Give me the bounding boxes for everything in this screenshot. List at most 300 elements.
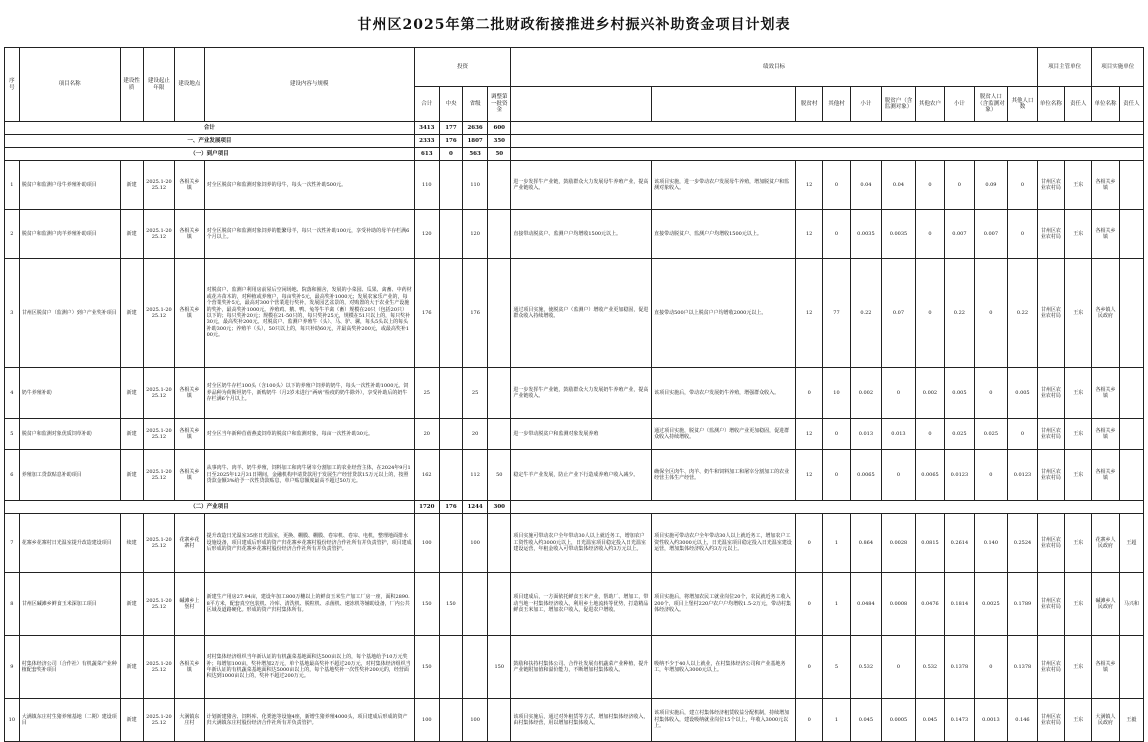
cell-impl-person <box>1119 450 1143 501</box>
cell-nature: 新建 <box>120 573 143 636</box>
cell-manager-unit: 甘州区农业农村局 <box>1037 636 1064 699</box>
cell-impl-unit: 大满镇人民政府 <box>1092 699 1119 742</box>
cell-inv-adjust <box>488 699 511 742</box>
cell-inv-total: 25 <box>414 368 439 419</box>
summary-central: 0 <box>439 148 462 161</box>
cell-poor-village: 12 <box>796 161 823 210</box>
cell-poor-village: 0 <box>796 368 823 419</box>
cell-inv-province <box>463 573 488 636</box>
cell-project-name: 大满镇东庄村生猪养殖基地（二期）建设项目 <box>19 699 120 742</box>
header-seq: 序号 <box>5 48 20 122</box>
cell-location: 碱滩乡上堡村 <box>175 573 204 636</box>
cell-poor-pop: 0 <box>974 368 1008 419</box>
cell-manager-person: 王东 <box>1065 368 1092 419</box>
cell-content: 对脱贫户、监测户利用房前屋后空闲场地、院落和圈舍，发展的小菜园、瓜果、禽畜、中药材或花卉苗木的，对种植或养殖户，每亩奖补5元，最高奖补1000元；发展农家乐产业的，每个营業奖补5元，最高对300个营業进行奖补，发展园艺盆景的，对购置的大于农业生产设施的奖补，最高奖补1000元。养殖鸡、鹅、鸭、兔等牛羊禽（畜）规模在20只（包括20只）以下的；每只奖补20元；规模在21-50只的，每只奖补25元，规模在51只以上的，每只奖补30元，最高奖补200元。对脱贫户、监测户养殖牛（头）、马、驴、骡，每头5头以上的每头补助300元；养殖羊（头），50只以上的，每只补助60元，并最高奖补200元，或最高奖补100元。 <box>204 259 414 368</box>
cell-impl-person <box>1119 419 1143 450</box>
cell-content: 从事肉牛、肉羊、奶牛养殖，饲料加工和肉牛屠宰分割加工的农业经营主体，在2024年9月1日至2025年12月31日期间，金融机构申请贷款用于发展生产经营贷款15万元以上的，按照贷款金额3%给予一次性贷款贴息，单户贴息额度最高不超过50万元。 <box>204 450 414 501</box>
summary-row-industry <box>5 135 1144 148</box>
cell-subtotal1: 0.045 <box>850 699 882 742</box>
document-title: 甘州区2025年第二批财政衔接推进乡村振兴补助资金项目计划表 <box>357 17 791 33</box>
cell-period: 2025.1-2025.12 <box>143 573 175 636</box>
summary-province: 1244 <box>463 501 488 514</box>
cell-poor-household: 0.0005 <box>882 699 916 742</box>
cell-inv-adjust <box>488 161 511 210</box>
cell-goal-short: 项目实施可带动农户全年带动30人以上就近务工，增加农户工资性收入约3000元以上，日光温室项目稳定投入日光温室建设运营，年租金收入可带动集体经济收入约3万元以上。 <box>511 514 652 573</box>
summary-adjust: 50 <box>488 148 511 161</box>
cell-location: 各相关乡镇 <box>175 161 204 210</box>
cell-poor-village: 0 <box>796 573 823 636</box>
cell-inv-province: 110 <box>463 161 488 210</box>
header-poor-pop: 脱贫人口（含监测对象） <box>974 87 1008 122</box>
header-inv-adjust: 调整第一批资金 <box>488 87 511 122</box>
cell-other-village: 0 <box>823 161 850 210</box>
header-person: 责任人 <box>1065 87 1092 122</box>
cell-impl-person: 王毅 <box>1119 699 1143 742</box>
header-unit-name2: 单位名称 <box>1092 87 1119 122</box>
header-unit-name: 单位名称 <box>1037 87 1064 122</box>
summary-total: 3413 <box>414 122 439 135</box>
cell-inv-central <box>439 161 462 210</box>
cell-impl-person: 王超 <box>1119 514 1143 573</box>
cell-inv-adjust <box>488 259 511 368</box>
summary-central: 176 <box>439 135 462 148</box>
cell-content: 对全区脱贫户和监测对象饲养的母牛，每头一次性补助500元。 <box>204 161 414 210</box>
cell-poor-village: 12 <box>796 450 823 501</box>
cell-nature: 新建 <box>120 636 143 699</box>
cell-other-household: 0 <box>915 259 944 368</box>
cell-period: 2025.1-2025.12 <box>143 419 175 450</box>
cell-inv-central <box>439 259 462 368</box>
cell-subtotal1: 0.002 <box>850 368 882 419</box>
cell-goal-long: 通过项目实施，脱贫户（监测户）增收产业更加稳固，促进群众收入持续增收。 <box>652 419 796 450</box>
cell-poor-pop: 0.0013 <box>974 699 1008 742</box>
cell-seq: 10 <box>5 699 20 742</box>
cell-manager-unit: 甘州区农业农村局 <box>1037 210 1064 259</box>
cell-subtotal1: 0.532 <box>850 636 882 699</box>
cell-subtotal2: 0 <box>945 161 974 210</box>
cell-impl-person <box>1119 368 1143 419</box>
cell-other-household: 0 <box>915 161 944 210</box>
summary-label: 一、产业发展项目 <box>5 135 415 148</box>
cell-nature: 新建 <box>120 419 143 450</box>
cell-goal-short: 进一步带动脱贫户和监测对象发展养殖 <box>511 419 652 450</box>
header-goal2 <box>652 87 796 122</box>
cell-manager-unit: 甘州区农业农村局 <box>1037 514 1064 573</box>
cell-goal-short: 项目建成后，一方面依托鲜食玉米产业，帮助厂、增加工，带动当地一村集体经济收入，利用乡土地流转等优势，打造精品鲜食玉米加工，增加农户收入，促进农户增收。 <box>511 573 652 636</box>
cell-goal-long: 确保全区肉牛、肉羊、奶牛和饲料加工和屠宰分割加工的农业经营主体生产经营。 <box>652 450 796 501</box>
cell-other-household: 0.002 <box>915 368 944 419</box>
header-inv-province: 省级 <box>463 87 488 122</box>
cell-manager-person: 王东 <box>1065 450 1092 501</box>
summary-central: 177 <box>439 122 462 135</box>
cell-inv-province: 25 <box>463 368 488 419</box>
cell-poor-village: 12 <box>796 259 823 368</box>
summary-central: 176 <box>439 501 462 514</box>
header-nature: 建设性质 <box>120 48 143 122</box>
summary-total: 1720 <box>414 501 439 514</box>
cell-period: 2025.1-2025.12 <box>143 514 175 573</box>
cell-inv-total: 162 <box>414 450 439 501</box>
cell-subtotal1: 0.04 <box>850 161 882 210</box>
cell-subtotal1: 0.013 <box>850 419 882 450</box>
cell-other-household: 0.0815 <box>915 514 944 573</box>
cell-inv-province: 120 <box>463 210 488 259</box>
cell-other-pop: 0 <box>1008 161 1038 210</box>
summary-total: 2333 <box>414 135 439 148</box>
cell-inv-total: 120 <box>414 210 439 259</box>
cell-manager-person: 王东 <box>1065 636 1092 699</box>
cell-inv-central <box>439 450 462 501</box>
header-location: 建设地点 <box>175 48 204 122</box>
table-row <box>5 699 1144 742</box>
cell-poor-pop: 0 <box>974 636 1008 699</box>
table-row <box>5 636 1144 699</box>
cell-goal-long: 直接带动脱贫户、监测户户均增收1500元以上。 <box>652 210 796 259</box>
cell-nature: 新建 <box>120 161 143 210</box>
cell-inv-central <box>439 210 462 259</box>
header-other-pop: 其他人口数 <box>1008 87 1038 122</box>
cell-seq: 8 <box>5 573 20 636</box>
cell-subtotal1: 0.0065 <box>850 450 882 501</box>
header-other-village: 其他村 <box>823 87 850 122</box>
cell-inv-adjust: 50 <box>488 450 511 501</box>
cell-other-household: 0.532 <box>915 636 944 699</box>
table-row <box>5 419 1144 450</box>
cell-manager-person: 王东 <box>1065 514 1092 573</box>
cell-manager-unit: 甘州区农业农村局 <box>1037 368 1064 419</box>
cell-nature: 新建 <box>120 450 143 501</box>
summary-adjust: 300 <box>488 501 511 514</box>
cell-impl-unit: 各相关乡镇 <box>1092 161 1119 210</box>
header-name: 项目名称 <box>19 48 120 122</box>
cell-inv-adjust <box>488 514 511 573</box>
summary-label: （二）产业项目 <box>5 501 415 514</box>
header-person2: 责任人 <box>1119 87 1143 122</box>
cell-poor-village: 12 <box>796 210 823 259</box>
cell-other-household: 0.0476 <box>915 573 944 636</box>
cell-inv-province: 176 <box>463 259 488 368</box>
cell-content: 提升改造日光温室35座日光温室，更换、棚膜、棚膜、卷帘机、卷帘、电机，整理地面排水设施设备，项目建成后形成的资产归花寨乡花寨村股份经济合作社所有并负责管护，项目建成后形成的资产归花寨乡花寨村股份经济合作社所有并负责管护。 <box>204 514 414 573</box>
summary-adjust: 600 <box>488 122 511 135</box>
table-row <box>5 210 1144 259</box>
cell-project-name: 脱贫户和监测户肉羊养殖补助项目 <box>19 210 120 259</box>
cell-other-household: 0 <box>915 419 944 450</box>
cell-other-village: 77 <box>823 259 850 368</box>
cell-subtotal2: 0.005 <box>945 368 974 419</box>
cell-poor-village: 0 <box>796 699 823 742</box>
cell-seq: 7 <box>5 514 20 573</box>
header-inv-central: 中央 <box>439 87 462 122</box>
cell-impl-person <box>1119 210 1143 259</box>
cell-manager-person: 王东 <box>1065 210 1092 259</box>
cell-period: 2025.1-2025.12 <box>143 450 175 501</box>
cell-poor-household: 0.0008 <box>882 573 916 636</box>
cell-impl-unit: 各相关乡镇 <box>1092 419 1119 450</box>
cell-impl-person: 马兴和 <box>1119 573 1143 636</box>
summary-total: 613 <box>414 148 439 161</box>
cell-poor-household: 0.0028 <box>882 514 916 573</box>
cell-content: 对全区脱贫户和监测对象饲养的能繁母羊，每只一次性补助100元，享受补助的母羊存栏满6个月以上。 <box>204 210 414 259</box>
cell-content: 新建生产用房27.94亩，建设年加工800万穗以上的鲜食玉米生产加工厂房一座，面积2890.8平方米，配套真空包装机、冷库、清洗机、脱粒机、杀菌机、速冻机等辅助设备，厂内公共区域及道路硬化。形成的资产归村集体所有。 <box>204 573 414 636</box>
cell-inv-central <box>439 699 462 742</box>
cell-poor-village: 0 <box>796 514 823 573</box>
cell-goal-short: 该项目实施后，通过对外租赁等方式，增加村集体经济收入，由村集体经营，用以增加村集体收入。 <box>511 699 652 742</box>
cell-manager-unit: 甘州区农业农村局 <box>1037 450 1064 501</box>
summary-adjust: 350 <box>488 135 511 148</box>
table-row <box>5 161 1144 210</box>
cell-subtotal1: 0.0484 <box>850 573 882 636</box>
cell-poor-village: 12 <box>796 419 823 450</box>
cell-location: 各相关乡镇 <box>175 210 204 259</box>
cell-poor-pop: 0.140 <box>974 514 1008 573</box>
cell-content: 对村集体经济组织当年新认证的有机蔬菜基地面积达500亩以上的，每个基地给予10万元奖补；每增加100亩，奖补增加2万元，单个基地最高奖补不超过20万元，对村集体经济组织当年新认证的有机蔬菜基地面积达5000亩以上的，每个基地奖补一次性奖补200元的，经营面积达到1000亩以上的，奖补不超过200万元。 <box>204 636 414 699</box>
cell-impl-person <box>1119 259 1143 368</box>
cell-manager-person: 王东 <box>1065 419 1092 450</box>
cell-manager-person: 王东 <box>1065 259 1092 368</box>
cell-subtotal2: 0.2614 <box>945 514 974 573</box>
table-body-sub2 <box>5 501 1144 514</box>
header-inv-total: 合计 <box>414 87 439 122</box>
cell-inv-province: 100 <box>463 699 488 742</box>
cell-goal-short: 进一步发挥牛产业链，鼓励群众大力发展母牛养殖产业，提高产业链收入。 <box>511 161 652 210</box>
table-row <box>5 259 1144 368</box>
cell-other-pop: 0.0123 <box>1008 450 1038 501</box>
header-perf: 绩效目标 <box>511 48 1037 87</box>
cell-location: 各相关乡镇 <box>175 368 204 419</box>
cell-poor-pop: 0.007 <box>974 210 1008 259</box>
cell-poor-household: 0 <box>882 450 916 501</box>
cell-subtotal2: 0.22 <box>945 259 974 368</box>
cell-subtotal2: 0.1378 <box>945 636 974 699</box>
cell-seq: 9 <box>5 636 20 699</box>
header-goal1 <box>511 87 652 122</box>
cell-inv-total: 176 <box>414 259 439 368</box>
cell-seq: 2 <box>5 210 20 259</box>
cell-inv-adjust <box>488 419 511 450</box>
cell-subtotal2: 0.007 <box>945 210 974 259</box>
cell-subtotal2: 0.025 <box>945 419 974 450</box>
cell-nature: 新建 <box>120 259 143 368</box>
summary-label: （一）到户项目 <box>5 148 415 161</box>
header-subtotal2: 小计 <box>945 87 974 122</box>
cell-project-name: 甘州区碱滩乡鲜食玉米深加工项目 <box>19 573 120 636</box>
cell-poor-pop: 0.0025 <box>974 573 1008 636</box>
cell-inv-central <box>439 636 462 699</box>
cell-location: 各相关乡镇 <box>175 419 204 450</box>
summary-row-total <box>5 122 1144 135</box>
cell-manager-unit: 甘州区农业农村局 <box>1037 419 1064 450</box>
cell-manager-unit: 甘州区农业农村局 <box>1037 699 1064 742</box>
cell-goal-long: 该项目实施，进一步带动农户发展母牛养殖，增加脱贫户和监测对象收入。 <box>652 161 796 210</box>
cell-subtotal2: 0.1473 <box>945 699 974 742</box>
cell-poor-pop: 0.025 <box>974 419 1008 450</box>
cell-seq: 3 <box>5 259 20 368</box>
cell-period: 2025.1-2025.12 <box>143 636 175 699</box>
cell-goal-long: 直接带动500户以上脱贫户户均增收2000元以上。 <box>652 259 796 368</box>
cell-other-village: 0 <box>823 419 850 450</box>
cell-other-pop: 0 <box>1008 210 1038 259</box>
cell-subtotal1: 0.864 <box>850 514 882 573</box>
cell-goal-long: 项目实施可带动农户全年带动30人以上就近务工，增加农户工资性收入约3000元以上，日光温室项目稳定投入日光温室建设运营，增加集体经济收入约3万元以上。 <box>652 514 796 573</box>
cell-poor-household: 0.013 <box>882 419 916 450</box>
cell-manager-person: 王东 <box>1065 699 1092 742</box>
cell-impl-unit: 各相关乡镇 <box>1092 450 1119 501</box>
cell-project-name: 甘州区脱贫户（监测户）到户产业奖补项目 <box>19 259 120 368</box>
cell-seq: 6 <box>5 450 20 501</box>
cell-inv-province: 20 <box>463 419 488 450</box>
cell-inv-total: 110 <box>414 161 439 210</box>
cell-inv-total: 100 <box>414 514 439 573</box>
cell-other-household: 0.0065 <box>915 450 944 501</box>
summary-row-household <box>5 148 1144 161</box>
project-rows-household <box>5 161 1144 501</box>
cell-manager-person: 王东 <box>1065 573 1092 636</box>
cell-other-pop: 0.146 <box>1008 699 1038 742</box>
cell-impl-unit: 各相关乡镇 <box>1092 210 1119 259</box>
cell-goal-short: 稳定牛羊产业发展，防止产业下行造成养殖户收入减少。 <box>511 450 652 501</box>
header-period: 建设起止年限 <box>143 48 175 122</box>
cell-period: 2025.1-2025.12 <box>143 259 175 368</box>
table-row <box>5 450 1144 501</box>
header-content: 建设内容与规模 <box>204 48 414 122</box>
cell-inv-adjust <box>488 368 511 419</box>
cell-period: 2025.1-2025.12 <box>143 368 175 419</box>
cell-location: 各相关乡镇 <box>175 450 204 501</box>
cell-nature: 新建 <box>120 368 143 419</box>
cell-goal-long: 该项目实施后，带动农户发展奶牛养殖，增强群众收入。 <box>652 368 796 419</box>
table-row <box>5 514 1144 573</box>
cell-inv-adjust <box>488 573 511 636</box>
cell-inv-total: 100 <box>414 699 439 742</box>
header-poor-household: 脱贫户（含监测对象） <box>882 87 916 122</box>
cell-impl-unit: 花寨乡人民政府 <box>1092 514 1119 573</box>
cell-other-pop: 0.005 <box>1008 368 1038 419</box>
cell-inv-province: 100 <box>463 514 488 573</box>
cell-seq: 5 <box>5 419 20 450</box>
cell-other-village: 5 <box>823 636 850 699</box>
cell-poor-household: 0 <box>882 636 916 699</box>
cell-nature: 续建 <box>120 514 143 573</box>
cell-inv-adjust <box>488 210 511 259</box>
summary-province: 2636 <box>463 122 488 135</box>
cell-poor-household: 0.07 <box>882 259 916 368</box>
cell-impl-unit: 碱滩乡人民政府 <box>1092 573 1119 636</box>
cell-manager-unit: 甘州区农业农村局 <box>1037 259 1064 368</box>
table-body <box>5 122 1144 161</box>
cell-other-village: 0 <box>823 450 850 501</box>
cell-seq: 4 <box>5 368 20 419</box>
cell-poor-household: 0.0035 <box>882 210 916 259</box>
cell-poor-household: 0 <box>882 368 916 419</box>
header-implementer: 项目实施单位 <box>1092 48 1144 87</box>
cell-goal-long: 该项目实施后，建立村集体经济租赁收益分配机制，持续增加村集体收入，建设吸纳就业岗位15个以上，年收入3000元以上。 <box>652 699 796 742</box>
cell-manager-person: 王东 <box>1065 161 1092 210</box>
cell-goal-short: 进一步发挥牛产业链，鼓励群众大力发展奶牛养殖产业，提高产业链收入。 <box>511 368 652 419</box>
cell-period: 2025.1-2025.12 <box>143 210 175 259</box>
cell-inv-total: 150 <box>414 573 439 636</box>
cell-goal-short: 鼓励和扶持村集体公司、合作社发展有机蔬菜产业种植，提升产业链附加值和溢价能力，不断增加村集体收入。 <box>511 636 652 699</box>
cell-location: 花寨乡花寨村 <box>175 514 204 573</box>
cell-subtotal1: 0.22 <box>850 259 882 368</box>
cell-goal-long: 吸纳不少于40人以上就业，在村集体经济公司和产业基地务工，年增加收入3000元以上。 <box>652 636 796 699</box>
cell-goal-short: 通过项目实施，使脱贫户（监测户）增收产业更加稳固，促进群众收入持续增收。 <box>511 259 652 368</box>
cell-other-village: 1 <box>823 573 850 636</box>
cell-other-pop: 0.22 <box>1008 259 1038 368</box>
cell-inv-adjust: 150 <box>488 636 511 699</box>
cell-impl-person <box>1119 161 1143 210</box>
cell-subtotal2: 0.0123 <box>945 450 974 501</box>
header-other-household: 其他农户 <box>915 87 944 122</box>
cell-inv-central <box>439 419 462 450</box>
header-subtotal1: 小计 <box>850 87 882 122</box>
header-investment: 投资 <box>414 48 511 87</box>
cell-inv-province <box>463 636 488 699</box>
cell-inv-total: 20 <box>414 419 439 450</box>
header-poor-village: 脱贫村 <box>796 87 823 122</box>
cell-project-name: 花寨乡花寨村日光温室提升改造建设项目 <box>19 514 120 573</box>
cell-nature: 新建 <box>120 699 143 742</box>
cell-poor-household: 0.04 <box>882 161 916 210</box>
project-plan-table <box>4 47 1144 742</box>
cell-project-name: 脱贫户和监测对象优质饲草补助 <box>19 419 120 450</box>
cell-impl-person <box>1119 636 1143 699</box>
header-manager: 项目主管单位 <box>1037 48 1092 87</box>
cell-other-village: 1 <box>823 514 850 573</box>
cell-subtotal2: 0.1814 <box>945 573 974 636</box>
cell-content: 计划新建猪舍、饲料库、化粪池等设施4座，新增生猪养殖4000头，项目建成后形成的资产归大满镇东庄村股份经济合作社所有并负责管护。 <box>204 699 414 742</box>
cell-other-village: 1 <box>823 699 850 742</box>
cell-location: 各相关乡镇 <box>175 636 204 699</box>
cell-project-name: 奶牛养殖补助 <box>19 368 120 419</box>
cell-poor-pop: 0 <box>974 259 1008 368</box>
cell-poor-pop: 0.09 <box>974 161 1008 210</box>
cell-period: 2025.1-2025.12 <box>143 161 175 210</box>
cell-content: 对全区奶牛存栏100头（含100头）以下的养殖户饲养的奶牛，每头一次性补助1000元。饲养品种为荷斯坦奶牛，新购奶牛（月2岁未进行“两病”检疫的奶牛除外），享受补助后的奶牛存栏满6个月以上。 <box>204 368 414 419</box>
project-rows-industry <box>5 514 1144 742</box>
cell-location: 各相关乡镇 <box>175 259 204 368</box>
cell-project-name: 脱贫户和监测户母牛养殖补助项目 <box>19 161 120 210</box>
cell-nature: 新建 <box>120 210 143 259</box>
cell-other-pop: 0.1789 <box>1008 573 1038 636</box>
cell-goal-short: 直接带动脱贫户、监测户户均增收1500元以上。 <box>511 210 652 259</box>
cell-other-village: 0 <box>823 210 850 259</box>
cell-impl-unit: 各相关乡镇 <box>1092 368 1119 419</box>
cell-other-village: 10 <box>823 368 850 419</box>
cell-project-name: 村集体经济公司（合作社）有机蔬菜产业种植配套奖补项目 <box>19 636 120 699</box>
summary-province: 563 <box>463 148 488 161</box>
cell-seq: 1 <box>5 161 20 210</box>
cell-goal-long: 项目实施后，将增加农民工就业岗位20个，农民就近务工收入200个，项目上堡村220户农户户均增收1.5-2万元，带动村集体经济收入。 <box>652 573 796 636</box>
cell-poor-pop: 0 <box>974 450 1008 501</box>
cell-inv-central: 150 <box>439 573 462 636</box>
cell-other-household: 0 <box>915 210 944 259</box>
cell-inv-central <box>439 368 462 419</box>
cell-manager-unit: 甘州区农业农村局 <box>1037 161 1064 210</box>
cell-inv-province: 112 <box>463 450 488 501</box>
cell-inv-total: 150 <box>414 636 439 699</box>
cell-other-pop: 0 <box>1008 419 1038 450</box>
cell-period: 2025.1-2025.12 <box>143 699 175 742</box>
table-row <box>5 573 1144 636</box>
summary-label: 合计 <box>5 122 415 135</box>
table-row <box>5 368 1144 419</box>
cell-impl-unit: 各乡镇人民政府 <box>1092 259 1119 368</box>
cell-poor-village: 0 <box>796 636 823 699</box>
cell-inv-central <box>439 514 462 573</box>
summary-row-industry-projects <box>5 501 1144 514</box>
cell-impl-unit: 各相关乡镇 <box>1092 636 1119 699</box>
cell-location: 大满镇东庄村 <box>175 699 204 742</box>
